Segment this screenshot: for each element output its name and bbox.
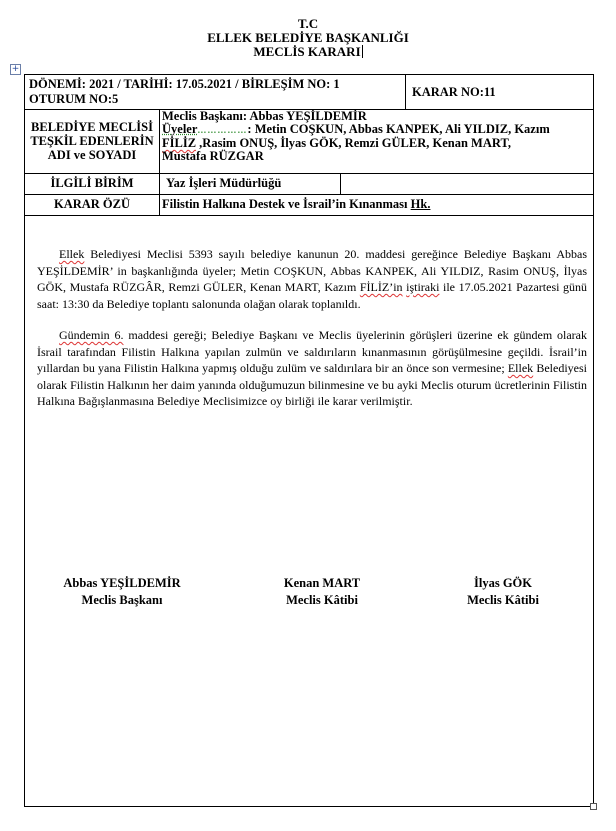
signature-title: Meclis Kâtibi [286, 593, 358, 607]
decision-number: KARAR NO:11 [412, 85, 496, 99]
decision-summary-hk: Hk. [410, 197, 431, 211]
signature-name: İlyas GÖK [474, 576, 532, 590]
signature-title: Meclis Başkanı [81, 593, 163, 607]
council-president: Meclis Başkanı: Abbas YEŞİLDEMİR [162, 109, 367, 123]
decision-paragraph-1 [37, 246, 587, 312]
signature-president [52, 575, 192, 609]
move-handle-icon[interactable]: + [11, 64, 20, 74]
related-unit-value: Yaz İşleri Müdürlüğü [166, 176, 282, 190]
member-filiz: FİLİZ [162, 136, 197, 150]
header-doc-title-text: MECLİS KARARI [253, 44, 361, 59]
paragraph2-text-2: Belediyesi olarak Filistin Halkının her daim yanında olduğumuzun bilinmesine ve bu ayki Meclis oturum ücretlerinin Filistin Halkına Bağışlanmasına Belediye Meclisimizce oy birliği ile karar verilmiştir. [37, 361, 587, 408]
members-text-2: ,Rasim ONUŞ, İlyas GÖK, Remzi GÜLER, Kenan MART, [199, 136, 512, 150]
paragraph1-text-3: ile 17.05.2021 Pazartesi günü saat: 13:30 da Belediye toplantı salonunda olağan olarak toplanıldı. [37, 280, 588, 311]
table-divider [24, 173, 593, 174]
header-tc: T.C [297, 16, 319, 31]
table-divider [405, 74, 406, 110]
related-unit-label: İLGİLİ BİRİM [50, 176, 134, 190]
signature-clerk-2 [448, 575, 558, 609]
members-text-3: Mustafa RÜZGAR [162, 149, 264, 163]
decision-paragraph-2 [37, 327, 587, 410]
header-doc-title [0, 45, 616, 59]
word-istiraki: iştiraki [406, 280, 440, 294]
members-dots: …………… [197, 125, 248, 135]
signature-name: Kenan MART [283, 576, 361, 590]
council-members-value [162, 110, 588, 163]
signature-clerk-1 [262, 575, 382, 609]
word-ellek: Ellek [507, 361, 534, 375]
term-date-session: DÖNEMİ: 2021 / TARİHİ: 17.05.2021 / BİRLEŞİM NO: 1 [29, 77, 340, 91]
table-resize-handle[interactable] [590, 803, 597, 810]
signature-title: Meclis Kâtibi [467, 593, 539, 607]
council-members-label: BELEDİYE MECLİSİ TEŞKİL EDENLERİN ADI ve SOYADI [30, 120, 154, 162]
word-filiz: FİLİZ’in [359, 280, 403, 294]
header-institution: ELLEK BELEDİYE BAŞKANLIĞI [207, 30, 409, 45]
decision-summary-label: KARAR ÖZÜ [53, 197, 131, 211]
session-number: OTURUM NO:5 [29, 92, 119, 106]
text-cursor [362, 45, 363, 58]
paragraph1-text-1: Belediyesi Meclisi 5393 sayılı belediye kanunun 20. maddesi gereğince Belediye Başkanı Abbas YEŞİLDEMİR’ in başkanlığında üyeler; Metin COŞKUN, Abbas KANPEK, Ali YILDIZ, Rasim ONUŞ, İlyas GÖK, Mustafa RÜZGÂR, Remzi GÜLER, Kenan MART, Kazım [37, 247, 587, 294]
word-gundemin: Gündemin 6. [59, 328, 124, 342]
members-text-1: : Metin COŞKUN, Abbas KANPEK, Ali YILDIZ, Kazım [247, 122, 550, 136]
council-members-line1 [162, 123, 588, 137]
decision-summary-value [162, 198, 430, 211]
signature-name: Abbas YEŞİLDEMİR [63, 576, 181, 590]
decision-summary-text: Filistin Halkına Destek ve İsrail’in Kınanması [162, 197, 411, 211]
word-ellek: Ellek [59, 247, 85, 261]
table-divider [24, 194, 593, 195]
table-divider [159, 109, 160, 216]
paragraph2-text-1: maddesi gereği; Belediye Başkanı ve Meclis üyelerinin görüşleri üzerine ek gündem olarak İsrail tarafından Filistin Halkına yapılan zulmün ve saldırıların kınanmasının görüşülmesine geçildi. İsrail’in yıllardan bu yana Filistin Halkına yapmış olduğu zulüm ve saldırılara bir an önce son vermesine; [37, 328, 588, 375]
table-divider [340, 173, 341, 195]
table-divider [24, 215, 593, 216]
members-label: Üyeler [162, 122, 198, 136]
